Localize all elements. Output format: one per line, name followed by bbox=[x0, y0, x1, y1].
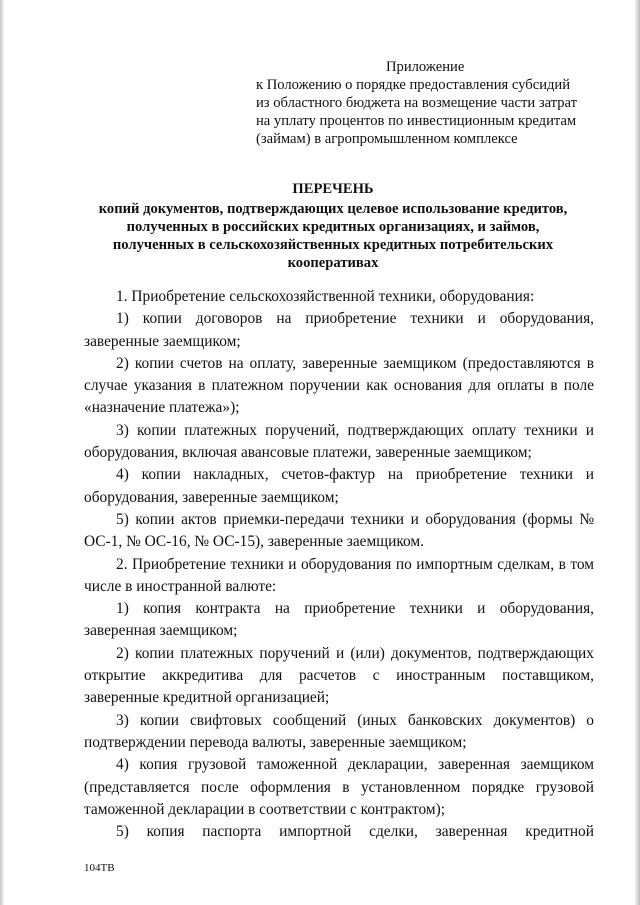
list-item: 1) копия контракта на приобретение техники и оборудования, заверенная заемщиком; bbox=[84, 600, 594, 640]
scan-edge-right bbox=[635, 0, 640, 905]
document-heading bbox=[70, 180, 596, 272]
section-heading-2: 2. Приобретение техники и оборудования по импортным сделкам, в том числе в иностранной валюте: bbox=[84, 555, 594, 595]
list-item: 2) копии платежных поручений и (или) документов, подтверждающих открытие аккредитива для расчетов с иностранным поставщиком, заверенные кредитной организацией; bbox=[84, 644, 594, 707]
appendix-line: из областного бюджета на возмещение части затрат bbox=[256, 95, 578, 111]
heading-line: копий документов, подтверждающих целевое использование кредитов, bbox=[98, 201, 568, 217]
heading-line: кооперативах bbox=[287, 255, 379, 271]
list-item: 1) копии договоров на приобретение техники и оборудования, заверенные заемщиком; bbox=[84, 310, 594, 350]
appendix-block bbox=[256, 58, 616, 148]
document-body bbox=[84, 286, 594, 843]
scan-edge-left bbox=[0, 0, 4, 905]
appendix-line: к Положению о порядке предоставления субсидий bbox=[256, 77, 571, 93]
page-footer-code: 104ТВ bbox=[84, 862, 115, 874]
list-item: 2) копии счетов на оплату, заверенные заемщиком (предоставляются в случае указания в платежном поручении как основания для оплаты в поле «назначение платежа»); bbox=[84, 354, 594, 417]
appendix-title: Приложение bbox=[386, 59, 465, 75]
list-item: 3) копии платежных поручений, подтверждающих оплату техники и оборудования, включая авансовые платежи, заверенные заемщиком; bbox=[84, 421, 594, 462]
heading-line: полученных в сельскохозяйственных кредитных потребительских bbox=[112, 237, 554, 253]
list-item: 4) копии накладных, счетов-фактур на приобретение техники и оборудования, заверенные заемщиком; bbox=[84, 466, 594, 506]
list-item: 5) копия паспорта импортной сделки, заверенная кредитной bbox=[116, 823, 594, 841]
heading-line: полученных в российских кредитных организациях, и займов, bbox=[126, 219, 540, 235]
list-item: 4) копия грузовой таможенной декларации, заверенная заемщиком (представляется после оформления в установленном порядке грузовой таможенной декларации в соответствии с контрактом); bbox=[84, 756, 594, 818]
list-item: 5) копии актов приемки-передачи техники и оборудования (формы № ОС-1, № ОС-16, № ОС-15), заверенные заемщиком. bbox=[84, 510, 594, 551]
appendix-line: на уплату процентов по инвестиционным кредитам bbox=[256, 113, 577, 129]
heading-title: ПЕРЕЧЕНЬ bbox=[292, 181, 374, 197]
appendix-line: (займам) в агропромышленном комплексе bbox=[256, 131, 518, 147]
list-item: 3) копии свифтовых сообщений (иных банковских документов) о подтверждении перевода валюты, заверенные заемщиком; bbox=[84, 711, 594, 751]
section-heading-1: 1. Приобретение сельскохозяйственной техники, оборудования: bbox=[116, 288, 535, 305]
